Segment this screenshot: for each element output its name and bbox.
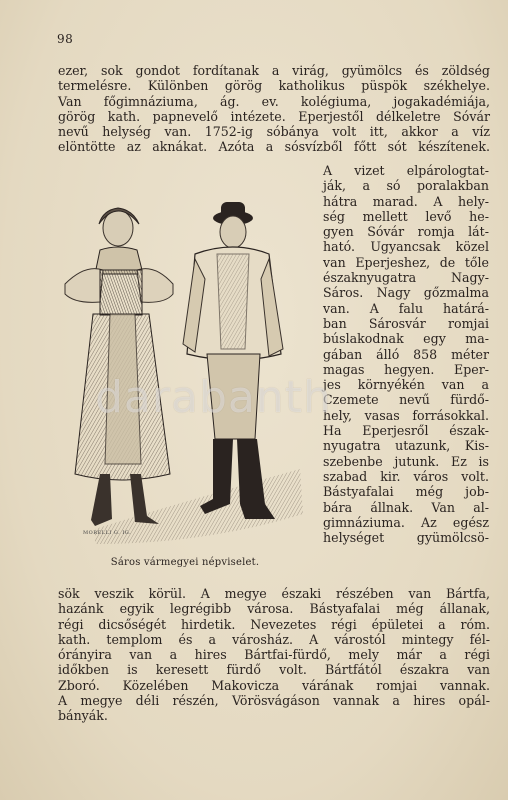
text-line: szebenbe jutunk. Ez is [323, 453, 489, 469]
text-line: ség mellett levő he- [323, 208, 489, 224]
top-paragraph [58, 63, 490, 155]
text-line: hazánk egyik legrégibb városa. Bástyafalai még állanak, [58, 601, 490, 617]
text-line: helységet gyümölcsö- [323, 530, 489, 546]
text-line: gimnáziuma. Az egész [323, 514, 489, 530]
man-figure [183, 202, 283, 519]
text-line: jes környékén van a [323, 377, 489, 393]
text-line: nyugatra utazunk, Kis- [323, 438, 489, 454]
text-line: hely, vasas forrásokkal. [323, 407, 489, 423]
text-line: sök veszik körül. A megye északi részében van Bártfa, [58, 586, 490, 601]
text-line: órányira van a hires Bártfai-fürdő, mely már a régi [58, 647, 490, 663]
text-line: A megye déli részén, Vörösvágáson vannak a hires opál- [58, 693, 490, 709]
text-line: van. A falu határá- [323, 300, 489, 316]
woman-figure [65, 208, 173, 526]
text-line: időkben is keresett fürdő volt. Bártfától északra van [58, 662, 490, 678]
text-line: ezer, sok gondot fordítanak a virág, gyümölcs és zöldség [58, 63, 490, 78]
text-line: gában álló 858 méter [323, 346, 489, 362]
text-line: termelésre. Különben görög katholikus püspök székhelye. [58, 78, 490, 94]
text-line: Bástyafalai még job- [323, 484, 489, 500]
text-line: A vizet elpárologtat- [323, 163, 489, 178]
text-line: kath. templom és a városház. A várostól mintegy fél- [58, 631, 490, 647]
text-line: elöntötte az aknákat. Azóta a sósvízből főtt sót készítenek. [58, 139, 490, 155]
text-line: bára állnak. Van al- [323, 499, 489, 515]
text-line: északnyugatra Nagy- [323, 270, 489, 286]
text-line: hátra marad. A hely- [323, 193, 489, 209]
bottom-paragraph [58, 586, 490, 724]
engraver-signature: MORELLI G. IG. [83, 530, 132, 536]
text-line: régi dicsőségét hirdetik. Nevezetes régi épületei a róm. [58, 616, 490, 632]
text-line: búslakodnak egy ma- [323, 331, 489, 347]
text-line: ható. Ugyancsak közel [323, 239, 489, 255]
text-line: van Eperjeshez, de tőle [323, 254, 489, 270]
text-line: Czemete nevű fürdő- [323, 392, 489, 408]
watermark: darabanth [95, 372, 332, 423]
text-line: ják, a só poralakban [323, 178, 489, 194]
right-column [323, 163, 489, 545]
text-line: ban Sárosvár romjai [323, 315, 489, 331]
page-number: 98 [57, 32, 74, 46]
text-line: Van főgimnáziuma, ág. ev. kolégiuma, jogakadémiája, [58, 93, 490, 109]
text-line: bányák. [58, 708, 108, 724]
text-line: görög kath. papnevelő intézete. Eperjestől délkeletre Sóvár [58, 108, 490, 124]
text-line: szabad kir. város volt. [323, 468, 489, 484]
engraving-illustration [55, 184, 303, 556]
text-line: Sáros. Nagy gőzmalma [323, 285, 489, 301]
text-line: magas hegyen. Eper- [323, 361, 489, 377]
figure-caption: Sáros vármegyei népviselet. [110, 557, 260, 568]
text-line: gyen Sóvár romja lát- [323, 224, 489, 240]
text-line: Ha Eperjesről észak- [323, 423, 489, 439]
text-line: Zboró. Közelében Makovicza várának romjai vannak. [58, 677, 490, 693]
text-line: nevű helység van. 1752-ig sóbánya volt itt, akkor a víz [58, 124, 490, 140]
